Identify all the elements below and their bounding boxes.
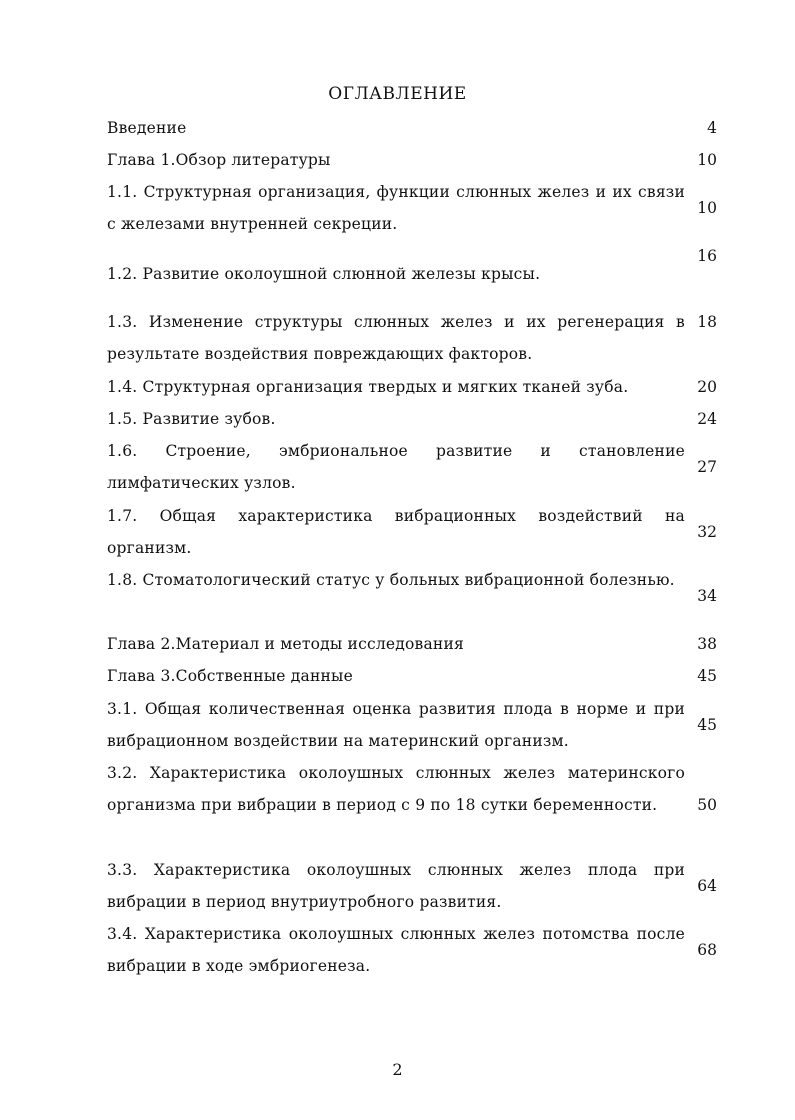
toc-entry-text: 3.2. Характеристика околоушных слюнных желез материнского организма при вибрации в период с 9 по 18 сутки беременности. <box>107 764 685 814</box>
toc-entry-page: 34 <box>697 587 717 605</box>
toc-entry-page: 4 <box>707 119 717 137</box>
toc-entry-text: 3.4. Характеристика околоушных слюнных желез потомства после вибрации в ходе эмбриогенеза. <box>107 925 685 975</box>
toc-entry <box>107 757 717 853</box>
toc-entry <box>107 660 717 692</box>
toc-entry-text: 1.6. Строение, эмбриональное развитие и становление лимфатических узлов. <box>107 442 685 492</box>
toc-entry <box>107 628 717 660</box>
toc-entry-page: 10 <box>697 199 717 217</box>
toc-entry-page: 18 <box>697 313 717 331</box>
toc-entry-text: 3.3. Характеристика околоушных слюнных желез плода при вибрации в период внутриутробного развития. <box>107 861 685 911</box>
toc-entry-page: 16 <box>697 247 717 265</box>
toc-entry-text: 1.5. Развитие зубов. <box>107 410 276 428</box>
toc-entry <box>107 240 717 304</box>
toc-entry <box>107 306 717 370</box>
toc-entry <box>107 403 717 435</box>
toc-entry <box>107 564 717 628</box>
toc-entry-page: 27 <box>697 458 717 476</box>
toc-title: ОГЛАВЛЕНИЕ <box>328 84 467 104</box>
toc-entry-page: 20 <box>697 378 717 396</box>
toc-entry-page: 64 <box>697 877 717 895</box>
page-number: 2 <box>392 1060 403 1079</box>
toc-entry-text: Глава 2.Материал и методы исследования <box>107 635 464 653</box>
toc-entry <box>107 693 717 757</box>
toc-entry <box>107 918 717 982</box>
toc-entry <box>107 435 717 499</box>
toc-entry-page: 38 <box>697 635 717 653</box>
toc-entry-text: 1.2. Развитие околоушной слюнной железы крысы. <box>107 265 541 283</box>
toc-entry-page: 10 <box>697 151 717 169</box>
toc-entry-page: 68 <box>697 941 717 959</box>
toc-entry <box>107 500 717 564</box>
toc-entry-text: 1.1. Структурная организация, функции слюнных желез и их связи с железами внутренней секреции. <box>107 183 685 233</box>
toc-entry-text: 1.4. Структурная организация твердых и мягких тканей зуба. <box>107 378 629 396</box>
toc-entry-page: 45 <box>697 716 717 734</box>
toc-entry <box>107 854 717 918</box>
toc-entry <box>107 176 717 240</box>
toc-entry-page: 50 <box>697 796 717 814</box>
toc-entry-text: 1.8. Стоматологический статус у больных вибрационной болезнью. <box>107 571 675 589</box>
toc-entry-text: Глава 3.Собственные данные <box>107 667 353 685</box>
toc-entry-text: 1.3. Изменение структуры слюнных желез и их регенерация в результате воздействия повреждающих факторов. <box>107 313 685 363</box>
toc-entry-text: 1.7. Общая характеристика вибрационных воздействий на организм. <box>107 507 685 557</box>
toc-entry <box>107 112 717 144</box>
toc-entry-text: 3.1. Общая количественная оценка развития плода в норме и при вибрационном воздействии на материнский организм. <box>107 700 685 750</box>
toc-entry-page: 32 <box>697 523 717 541</box>
toc-entry-page: 45 <box>697 667 717 685</box>
toc-entry-text: Глава 1.Обзор литературы <box>107 151 331 169</box>
toc-entry-text: Введение <box>107 119 187 137</box>
toc-entry <box>107 144 717 176</box>
toc-entry-page: 24 <box>697 410 717 428</box>
toc-entry <box>107 371 717 403</box>
